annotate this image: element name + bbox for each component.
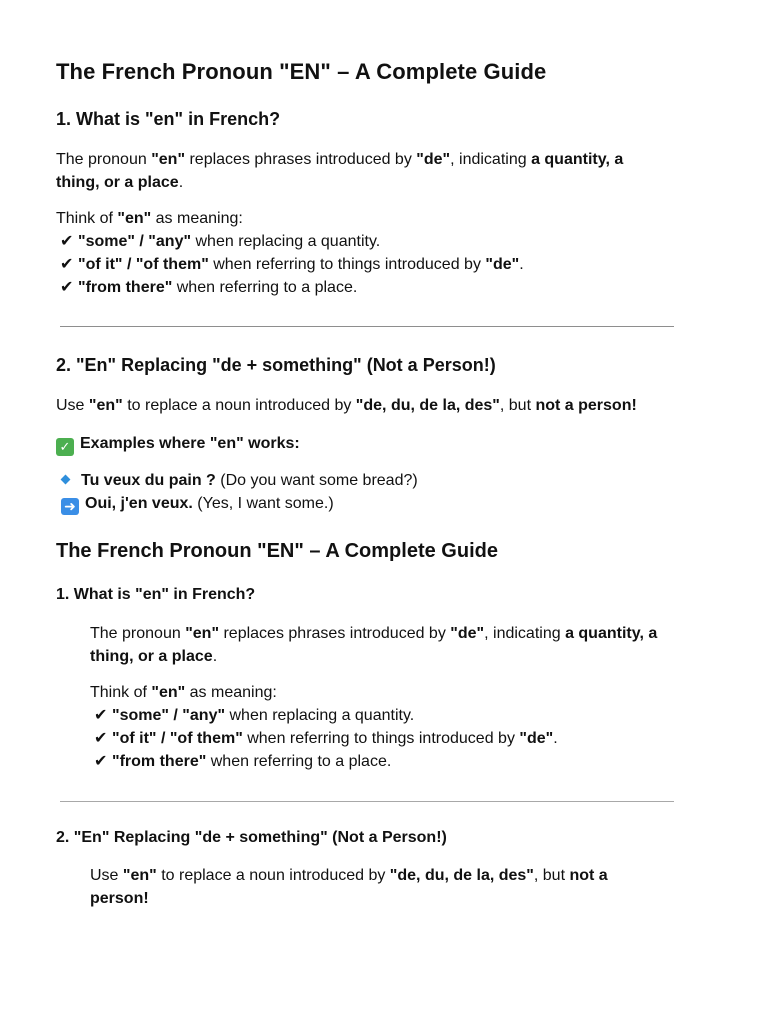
divider bbox=[60, 801, 674, 802]
meaning-text: . bbox=[553, 730, 558, 747]
green-check-box-icon: ✓ bbox=[56, 438, 74, 456]
intro-bold-de: "de" bbox=[450, 625, 485, 642]
examples-heading-text: Examples where "en" works: bbox=[80, 435, 300, 452]
intro-text: replaces phrases introduced by bbox=[185, 151, 417, 168]
meaning-bold-de: "de" bbox=[485, 256, 520, 273]
example-list bbox=[56, 469, 418, 515]
use-bold-articles: "de, du, de la, des" bbox=[355, 397, 500, 414]
intro-text: . bbox=[212, 648, 218, 665]
check-mark-icon: ✔ bbox=[60, 256, 74, 273]
example-question-bold: Tu veux du pain ? bbox=[81, 472, 216, 489]
repeated-heading-what-is-en: 1. What is "en" in French? bbox=[56, 586, 256, 603]
use-bold-en: "en" bbox=[88, 397, 123, 414]
examples-heading bbox=[56, 432, 300, 456]
intro-text: The pronoun bbox=[56, 151, 152, 168]
page-title: The French Pronoun "EN" – A Complete Guide bbox=[56, 59, 547, 84]
use-bold-person: person! bbox=[90, 890, 149, 907]
meaning-item-quantity bbox=[56, 230, 524, 253]
meaning-text: when replacing a quantity. bbox=[225, 707, 415, 724]
use-text: Use bbox=[90, 867, 123, 884]
think-text: as meaning: bbox=[185, 684, 277, 701]
think-text: as meaning: bbox=[151, 210, 243, 227]
divider bbox=[60, 326, 674, 327]
meaning-item-things bbox=[56, 253, 524, 276]
meaning-text: when referring to things introduced by bbox=[208, 256, 486, 273]
meaning-text: when referring to a place. bbox=[206, 753, 392, 770]
use-bold-articles: "de, du, de la, des" bbox=[389, 867, 534, 884]
meaning-text: when replacing a quantity. bbox=[191, 233, 381, 250]
meaning-bold: "from there" bbox=[78, 279, 173, 296]
meaning-bold-de: "de" bbox=[519, 730, 554, 747]
intro-bold-en: "en" bbox=[151, 151, 186, 168]
meaning-item-quantity bbox=[90, 704, 558, 727]
section-heading-replacing-de: 2. "En" Replacing "de + something" (Not a Person!) bbox=[56, 355, 496, 375]
meaning-item-things bbox=[90, 727, 558, 750]
meaning-bold: "some" / "any" bbox=[112, 707, 226, 724]
use-text: , but bbox=[533, 867, 570, 884]
meaning-bold: "of it" / "of them" bbox=[78, 256, 209, 273]
repeated-use-en-paragraph bbox=[90, 864, 608, 910]
meaning-bold: "of it" / "of them" bbox=[112, 730, 243, 747]
think-of-line bbox=[90, 681, 558, 704]
intro-bold-quantity: a quantity, a bbox=[565, 625, 658, 642]
use-en-paragraph bbox=[56, 394, 637, 417]
example-answer bbox=[56, 492, 418, 515]
repeated-page-title: The French Pronoun "EN" – A Complete Guide bbox=[56, 540, 498, 562]
intro-text: , indicating bbox=[450, 151, 532, 168]
use-text: to replace a noun introduced by bbox=[156, 867, 390, 884]
use-bold-not-person: not a person! bbox=[535, 397, 637, 414]
use-text: to replace a noun introduced by bbox=[122, 397, 356, 414]
meaning-text: . bbox=[519, 256, 524, 273]
think-text: Think of bbox=[90, 684, 152, 701]
think-of-block bbox=[56, 207, 524, 299]
check-mark-icon: ✔ bbox=[60, 233, 74, 250]
check-mark-icon: ✔ bbox=[94, 730, 108, 747]
intro-bold-place: thing, or a place bbox=[56, 174, 179, 191]
meaning-text: when referring to things introduced by bbox=[242, 730, 520, 747]
intro-paragraph bbox=[56, 148, 676, 194]
intro-text: replaces phrases introduced by bbox=[219, 625, 451, 642]
meaning-item-place bbox=[56, 276, 524, 299]
check-mark-icon: ✔ bbox=[60, 279, 74, 296]
intro-bold-de: "de" bbox=[416, 151, 451, 168]
example-question-translation: (Do you want some bread?) bbox=[215, 472, 418, 489]
intro-text: , indicating bbox=[484, 625, 566, 642]
repeated-heading-replacing-de: 2. "En" Replacing "de + something" (Not a Person!) bbox=[56, 829, 447, 846]
use-bold-not-person: not a bbox=[569, 867, 608, 884]
intro-bold-en: "en" bbox=[185, 625, 220, 642]
example-answer-bold: Oui, j'en veux. bbox=[85, 495, 193, 512]
meaning-text: when referring to a place. bbox=[172, 279, 358, 296]
intro-text: . bbox=[178, 174, 184, 191]
meaning-item-place bbox=[90, 750, 558, 773]
check-mark-icon: ✔ bbox=[94, 707, 108, 724]
think-text: Think of bbox=[56, 210, 118, 227]
intro-bold-quantity: a quantity, a bbox=[531, 151, 624, 168]
repeated-intro-paragraph bbox=[90, 622, 690, 668]
intro-bold-place: thing, or a place bbox=[90, 648, 213, 665]
meaning-bold: "from there" bbox=[112, 753, 207, 770]
right-arrow-icon: ➜ bbox=[61, 498, 79, 515]
use-bold-en: "en" bbox=[122, 867, 157, 884]
section-heading-what-is-en: 1. What is "en" in French? bbox=[56, 109, 281, 129]
repeated-think-of-block bbox=[90, 681, 558, 773]
think-bold-en: "en" bbox=[117, 210, 152, 227]
example-question bbox=[56, 469, 418, 492]
think-bold-en: "en" bbox=[151, 684, 186, 701]
meaning-bold: "some" / "any" bbox=[78, 233, 192, 250]
check-mark-icon: ✔ bbox=[94, 753, 108, 770]
example-answer-translation: (Yes, I want some.) bbox=[192, 495, 334, 512]
use-text: , but bbox=[499, 397, 536, 414]
small-blue-diamond-icon bbox=[61, 475, 71, 485]
intro-text: The pronoun bbox=[90, 625, 186, 642]
think-of-line bbox=[56, 207, 524, 230]
use-text: Use bbox=[56, 397, 89, 414]
